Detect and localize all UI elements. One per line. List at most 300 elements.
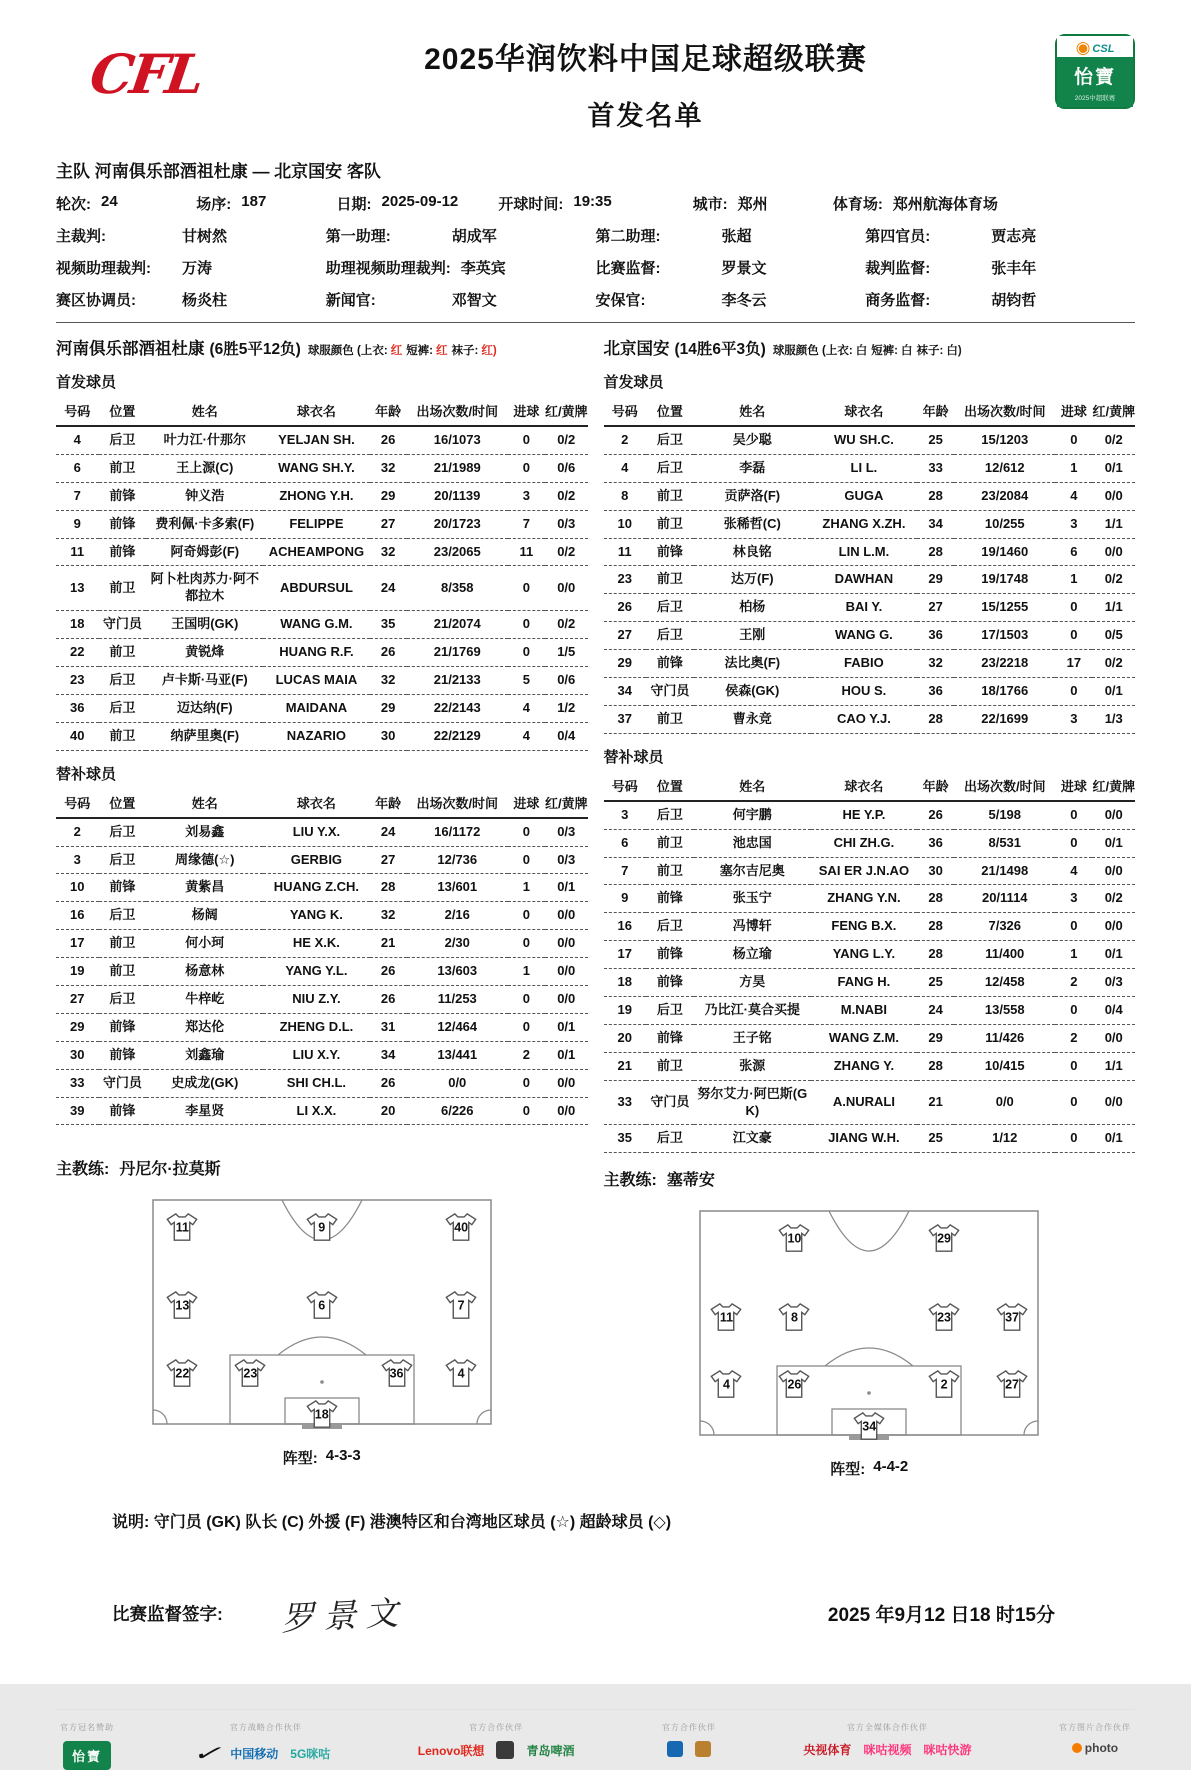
sponsor-logos [1059, 1741, 1131, 1755]
info-value: 2025-09-12 [381, 193, 459, 210]
player-cell: JIANG W.H. [811, 1125, 917, 1153]
player-cell: 牛梓屹 [146, 986, 263, 1014]
away-subs-label: 替补球员 [603, 748, 664, 766]
player-cell: 18/1766 [954, 678, 1055, 706]
column-header: 球衣名 [263, 790, 369, 818]
column-header: 姓名 [694, 773, 811, 801]
column-header: 进球 [508, 398, 545, 426]
info-pair [326, 257, 596, 278]
home-team-name: 河南俱乐部酒祖杜康 [56, 340, 205, 358]
info-label: 场序: [196, 196, 232, 213]
info-pair [196, 193, 336, 214]
home-subs-label: 替补球员 [56, 765, 117, 783]
away-subs-wrap [604, 773, 1136, 1154]
player-cell: 21/2074 [407, 611, 508, 639]
player-cell: 前锋 [99, 1013, 147, 1041]
player-cell: 26 [370, 426, 407, 454]
player-cell: 35 [604, 1125, 647, 1153]
player-cell: 17 [56, 930, 99, 958]
away-formation-value: 4-4-2 [873, 1458, 909, 1476]
info-pair [326, 225, 596, 246]
player-cell: 纳萨里奥(F) [146, 722, 263, 750]
player-cell: 20/1139 [407, 482, 508, 510]
badge-bottom [1057, 57, 1133, 107]
sponsor-logo-cctv: 央视体育 [803, 1743, 852, 1758]
jersey-number: 9 [318, 1220, 326, 1235]
player-cell: 22/1699 [954, 705, 1055, 733]
kit-part-color: 红) [481, 345, 497, 357]
player-cell: ZHANG Y.N. [811, 885, 917, 913]
player-row [56, 986, 588, 1014]
player-cell: 阿奇姆彭(F) [146, 538, 263, 566]
player-cell: 叶力江·什那尔 [146, 426, 263, 454]
jersey-number: 29 [937, 1231, 951, 1246]
player-jersey-icon [233, 1357, 267, 1388]
jersey-number: 6 [318, 1298, 326, 1313]
player-cell: 前卫 [646, 510, 694, 538]
player-cell: 32 [917, 650, 954, 678]
info-value: 罗景文 [721, 260, 767, 277]
column-header: 进球 [1055, 773, 1092, 801]
player-cell: 费利佩·卡多索(F) [146, 510, 263, 538]
player-cell: FANG H. [811, 969, 917, 997]
player-row [56, 482, 588, 510]
player-jersey-icon [444, 1357, 478, 1388]
player-cell: 13 [56, 566, 99, 611]
player-cell: 4 [56, 426, 99, 454]
player-cell: 10/415 [954, 1052, 1055, 1080]
player-cell: 3 [1055, 705, 1092, 733]
officials-row-1 [56, 225, 1135, 246]
player-cell: 3 [1055, 885, 1092, 913]
player-cell: 28 [917, 482, 954, 510]
column-header: 红/黄牌 [545, 790, 588, 818]
column-header: 姓名 [146, 790, 263, 818]
home-coach-line [56, 1156, 588, 1179]
player-cell: ABDURSUL [263, 566, 369, 611]
sponsor-logo-migu: 咪咕视频 [863, 1743, 912, 1758]
pitch-field-drawing [699, 1210, 1039, 1442]
column-header: 姓名 [146, 398, 263, 426]
player-cell: 29 [917, 566, 954, 594]
player-cell: 7/326 [954, 913, 1055, 941]
home-formation-value: 4-3-3 [325, 1446, 361, 1464]
player-cell: 0/0 [1092, 801, 1135, 829]
match-teams-line: 主队 河南俱乐部酒祖杜康 — 北京国安 客队 [56, 162, 381, 181]
player-cell: GERBIG [263, 846, 369, 874]
player-cell: 前锋 [99, 874, 147, 902]
player-cell: 20 [604, 1024, 647, 1052]
home-team-record: (6胜5平12负) [209, 341, 301, 358]
player-cell: 黄紫昌 [146, 874, 263, 902]
info-pair [833, 193, 1135, 214]
sponsor-logo-mobile: 中国移动 [230, 1747, 279, 1762]
player-cell: NIU Z.Y. [263, 986, 369, 1014]
player-cell: 36 [917, 829, 954, 857]
jersey-number: 34 [862, 1419, 877, 1434]
column-header: 位置 [99, 398, 147, 426]
player-cell: 1 [508, 958, 545, 986]
player-cell: 27 [917, 594, 954, 622]
away-kit-colors [773, 342, 966, 358]
table-header-row [56, 790, 588, 818]
player-jersey-icon [777, 1369, 811, 1400]
player-jersey-icon [165, 1211, 199, 1242]
player-cell: 27 [370, 510, 407, 538]
home-pitch-block [56, 1199, 588, 1468]
player-cell: WANG G. [811, 622, 917, 650]
sponsor-category-label: 官方合作伙伴 [469, 1723, 524, 1733]
player-cell: 0 [508, 902, 545, 930]
player-cell: 后卫 [99, 986, 147, 1014]
info-label: 助理视频助理裁判: [325, 260, 451, 277]
player-cell: 0/2 [545, 611, 588, 639]
player-cell: 1/1 [1092, 510, 1135, 538]
jersey-number: 37 [1005, 1310, 1019, 1325]
player-cell: 16 [604, 913, 647, 941]
player-cell: 前卫 [99, 454, 147, 482]
player-cell: 史成龙(GK) [146, 1069, 263, 1097]
player-cell: 乃比江·莫合买提 [694, 997, 811, 1025]
kit-part-label: (上衣: [357, 345, 388, 357]
player-cell: 侯森(GK) [694, 678, 811, 706]
player-cell: 林良铭 [694, 538, 811, 566]
player-cell: 前锋 [99, 538, 147, 566]
info-pair [596, 257, 866, 278]
player-cell: 前锋 [99, 482, 147, 510]
player-cell: HUANG Z.CH. [263, 874, 369, 902]
player-cell: 0 [508, 611, 545, 639]
player-cell: 0/1 [1092, 1125, 1135, 1153]
home-team-header [56, 335, 588, 359]
column-header: 号码 [604, 773, 647, 801]
info-label: 第一助理: [325, 228, 391, 245]
jersey-number: 8 [790, 1310, 798, 1325]
info-label: 裁判监督: [865, 260, 931, 277]
info-value: 胡成军 [451, 228, 497, 245]
player-cell: 后卫 [646, 913, 694, 941]
player-cell: 0 [1055, 678, 1092, 706]
player-cell: 0/1 [1092, 941, 1135, 969]
player-cell: 27 [604, 622, 647, 650]
player-cell: 刘易鑫 [146, 818, 263, 846]
player-cell: 0/0 [1092, 1024, 1135, 1052]
player-cell: 33 [56, 1069, 99, 1097]
kit-part-label: 袜子: [916, 345, 944, 357]
player-cell: 王上源(C) [146, 454, 263, 482]
player-cell: 后卫 [99, 818, 147, 846]
player-cell: WANG Z.M. [811, 1024, 917, 1052]
column-header: 进球 [508, 790, 545, 818]
info-label: 新闻官: [325, 292, 376, 309]
player-cell: 21/1498 [954, 857, 1055, 885]
player-cell: 2 [56, 818, 99, 846]
player-cell: 7 [508, 510, 545, 538]
info-value: 杨炎柱 [182, 292, 228, 309]
player-cell: YELJAN SH. [263, 426, 369, 454]
player-cell: 0/4 [1092, 997, 1135, 1025]
jersey-number: 2 [940, 1377, 948, 1392]
away-starters-label: 首发球员 [603, 374, 664, 391]
player-cell: 0/0 [545, 1069, 588, 1097]
legend-note: 说明: 守门员 (GK) 队长 (C) 外援 (F) 港澳特区和台湾地区球员 (☆) 超龄球员 (◇) [112, 1514, 672, 1532]
jersey-number: 36 [389, 1366, 404, 1381]
player-cell: 0 [1055, 801, 1092, 829]
info-value: 甘树然 [182, 228, 228, 245]
player-jersey-icon [709, 1369, 743, 1400]
player-cell: 26 [370, 986, 407, 1014]
player-cell: 5 [508, 667, 545, 695]
player-cell: 0 [1055, 594, 1092, 622]
player-cell: 张玉宁 [694, 885, 811, 913]
player-row [604, 969, 1136, 997]
player-cell: 前卫 [646, 705, 694, 733]
sponsor-logo-swoosh: ✓ [189, 1743, 230, 1766]
player-cell: 何小珂 [146, 930, 263, 958]
sponsor-group [189, 1722, 331, 1766]
player-row [604, 1052, 1136, 1080]
player-cell: 0/2 [545, 426, 588, 454]
player-jersey-icon [927, 1223, 961, 1254]
column-header: 出场次数/时间 [954, 773, 1055, 801]
player-cell: 11/400 [954, 941, 1055, 969]
column-header: 进球 [1055, 398, 1092, 426]
player-cell: 15/1203 [954, 426, 1055, 454]
player-cell: 前锋 [99, 510, 147, 538]
player-row [604, 941, 1136, 969]
player-cell: 26 [370, 958, 407, 986]
player-cell: 21 [604, 1052, 647, 1080]
kit-part-label: 袜子: [451, 345, 479, 357]
sponsor-logo-tsingtao: 青岛啤酒 [526, 1743, 575, 1758]
player-cell: 9 [604, 885, 647, 913]
player-cell: 0 [508, 639, 545, 667]
player-cell: 守门员 [646, 1080, 694, 1125]
sponsor-logo-migu5g: 5G咪咕 [290, 1747, 331, 1762]
player-cell: 吴少聪 [694, 426, 811, 454]
player-cell: 21/1989 [407, 454, 508, 482]
home-formation-pitch [152, 1199, 492, 1431]
player-cell: 0 [1055, 913, 1092, 941]
player-row [604, 622, 1136, 650]
player-cell: 26 [604, 594, 647, 622]
player-jersey-icon [444, 1211, 478, 1242]
player-jersey-icon [927, 1369, 961, 1400]
player-cell: 21 [917, 1080, 954, 1125]
player-row [56, 1069, 588, 1097]
player-cell: 塞尔吉尼奥 [694, 857, 811, 885]
column-header: 姓名 [694, 398, 811, 426]
player-cell: 0/6 [545, 454, 588, 482]
player-cell: 0 [508, 846, 545, 874]
player-cell: 王刚 [694, 622, 811, 650]
badge-top [1057, 36, 1133, 57]
player-cell: 20/1114 [954, 885, 1055, 913]
player-cell: 0 [508, 1069, 545, 1097]
player-row [56, 1097, 588, 1125]
player-cell: 后卫 [646, 1125, 694, 1153]
column-header: 位置 [99, 790, 147, 818]
player-cell: 曹永竞 [694, 705, 811, 733]
player-row [604, 678, 1136, 706]
player-cell: 8 [604, 482, 647, 510]
player-cell: 杨意林 [146, 958, 263, 986]
player-cell: 21/1769 [407, 639, 508, 667]
player-cell: 7 [56, 482, 99, 510]
player-jersey-icon [995, 1302, 1029, 1333]
info-value: 邓智文 [451, 292, 497, 309]
player-cell: 28 [917, 705, 954, 733]
player-cell: 13/558 [954, 997, 1055, 1025]
info-pair [56, 257, 326, 278]
player-cell: WANG SH.Y. [263, 454, 369, 482]
sponsor-logos [60, 1741, 114, 1770]
player-cell: 4 [604, 454, 647, 482]
player-cell: 11 [604, 538, 647, 566]
player-cell: 16 [56, 902, 99, 930]
player-cell: 0/1 [1092, 678, 1135, 706]
player-cell: 前锋 [646, 885, 694, 913]
player-cell: 0 [508, 1097, 545, 1125]
player-cell: 10 [56, 874, 99, 902]
player-cell: 后卫 [646, 801, 694, 829]
player-cell: 36 [917, 678, 954, 706]
player-cell: 23 [604, 566, 647, 594]
home-subs-table [56, 790, 588, 1126]
player-cell: 0/0 [545, 902, 588, 930]
player-cell: 3 [508, 482, 545, 510]
player-cell: 28 [917, 913, 954, 941]
player-jersey-icon [927, 1302, 961, 1333]
kit-prefix: 球服颜色 [772, 345, 823, 357]
column-header: 球衣名 [811, 398, 917, 426]
player-cell: 0/1 [1092, 829, 1135, 857]
player-cell: 11 [56, 538, 99, 566]
player-cell: 12/458 [954, 969, 1055, 997]
player-cell: 35 [370, 611, 407, 639]
away-team-header [604, 335, 1136, 359]
badge-subtext: 2025中超联赛 [1074, 95, 1116, 102]
player-cell: 前卫 [99, 722, 147, 750]
player-cell: 0/2 [1092, 885, 1135, 913]
player-cell: 0/1 [1092, 454, 1135, 482]
player-cell: 1 [1055, 566, 1092, 594]
player-cell: 前卫 [99, 639, 147, 667]
player-cell: SAI ER J.N.AO [811, 857, 917, 885]
jersey-number: 26 [787, 1377, 802, 1392]
player-cell: 25 [917, 1125, 954, 1153]
player-cell: 张源 [694, 1052, 811, 1080]
player-cell: 1/2 [545, 694, 588, 722]
player-row [604, 1125, 1136, 1153]
player-cell: ACHEAMPONG [263, 538, 369, 566]
player-cell: 23/2218 [954, 650, 1055, 678]
sponsor-logos [662, 1741, 716, 1757]
player-cell: HUANG R.F. [263, 639, 369, 667]
player-cell: 0/2 [1092, 426, 1135, 454]
player-cell: 4 [508, 722, 545, 750]
player-cell: 前锋 [99, 1097, 147, 1125]
kit-part-color: 红 [436, 345, 448, 357]
home-starters-wrap [56, 398, 588, 751]
player-jersey-icon [995, 1369, 1029, 1400]
player-cell: 17 [1055, 650, 1092, 678]
away-team-section [604, 335, 1136, 1479]
player-cell: 32 [370, 902, 407, 930]
player-cell: 28 [370, 874, 407, 902]
player-cell: 2/30 [407, 930, 508, 958]
player-cell: 10/255 [954, 510, 1055, 538]
column-header: 位置 [646, 773, 694, 801]
away-starters-table [604, 398, 1136, 734]
column-header: 红/黄牌 [545, 398, 588, 426]
home-starters-table [56, 398, 588, 751]
player-row [56, 722, 588, 750]
player-cell: 4 [508, 694, 545, 722]
player-cell: 13/601 [407, 874, 508, 902]
coach-label: 主教练: [56, 1160, 110, 1178]
cfl-league-logo: CFL [86, 42, 206, 106]
player-row [604, 1024, 1136, 1052]
player-cell: 6/226 [407, 1097, 508, 1125]
player-cell: 周缘德(☆) [146, 846, 263, 874]
player-cell: 前卫 [646, 482, 694, 510]
player-cell: 2 [508, 1041, 545, 1069]
kit-part-color: 白 [901, 345, 913, 357]
info-label: 安保官: [595, 292, 646, 309]
info-value: 187 [241, 193, 267, 210]
player-cell: 1 [1055, 454, 1092, 482]
officials-row-2 [56, 257, 1135, 278]
player-row [56, 1041, 588, 1069]
info-label: 日期: [336, 196, 372, 213]
player-row [604, 426, 1136, 454]
kit-part-label: 短裤: [406, 345, 434, 357]
column-header: 出场次数/时间 [407, 398, 508, 426]
player-row [56, 1013, 588, 1041]
jersey-number: 4 [457, 1366, 465, 1381]
player-row [604, 997, 1136, 1025]
player-cell: 8/531 [954, 829, 1055, 857]
jersey-number: 7 [457, 1298, 465, 1313]
player-row [604, 538, 1136, 566]
sponsor-category-label: 官方合作伙伴 [661, 1723, 716, 1733]
player-cell: 江文豪 [694, 1125, 811, 1153]
player-row [604, 857, 1136, 885]
player-cell: 25 [917, 969, 954, 997]
player-row [56, 510, 588, 538]
player-cell: CAO Y.J. [811, 705, 917, 733]
player-cell: 后卫 [646, 622, 694, 650]
home-team-section [56, 335, 588, 1479]
player-cell: 守门员 [99, 611, 147, 639]
player-cell: 32 [370, 454, 407, 482]
info-label: 体育场: [832, 196, 883, 213]
player-cell: 1/5 [545, 639, 588, 667]
player-cell: SHI CH.L. [263, 1069, 369, 1097]
player-cell: ZHENG D.L. [263, 1013, 369, 1041]
player-cell: M.NABI [811, 997, 917, 1025]
player-cell: 2 [1055, 1024, 1092, 1052]
csl-swirl-icon: ◉ [1075, 38, 1091, 57]
player-row [604, 510, 1136, 538]
player-cell: 0 [1055, 997, 1092, 1025]
match-info-row [56, 193, 1135, 214]
player-cell: FABIO [811, 650, 917, 678]
player-cell: 达万(F) [694, 566, 811, 594]
player-cell: 28 [917, 1052, 954, 1080]
player-cell: 0 [508, 426, 545, 454]
